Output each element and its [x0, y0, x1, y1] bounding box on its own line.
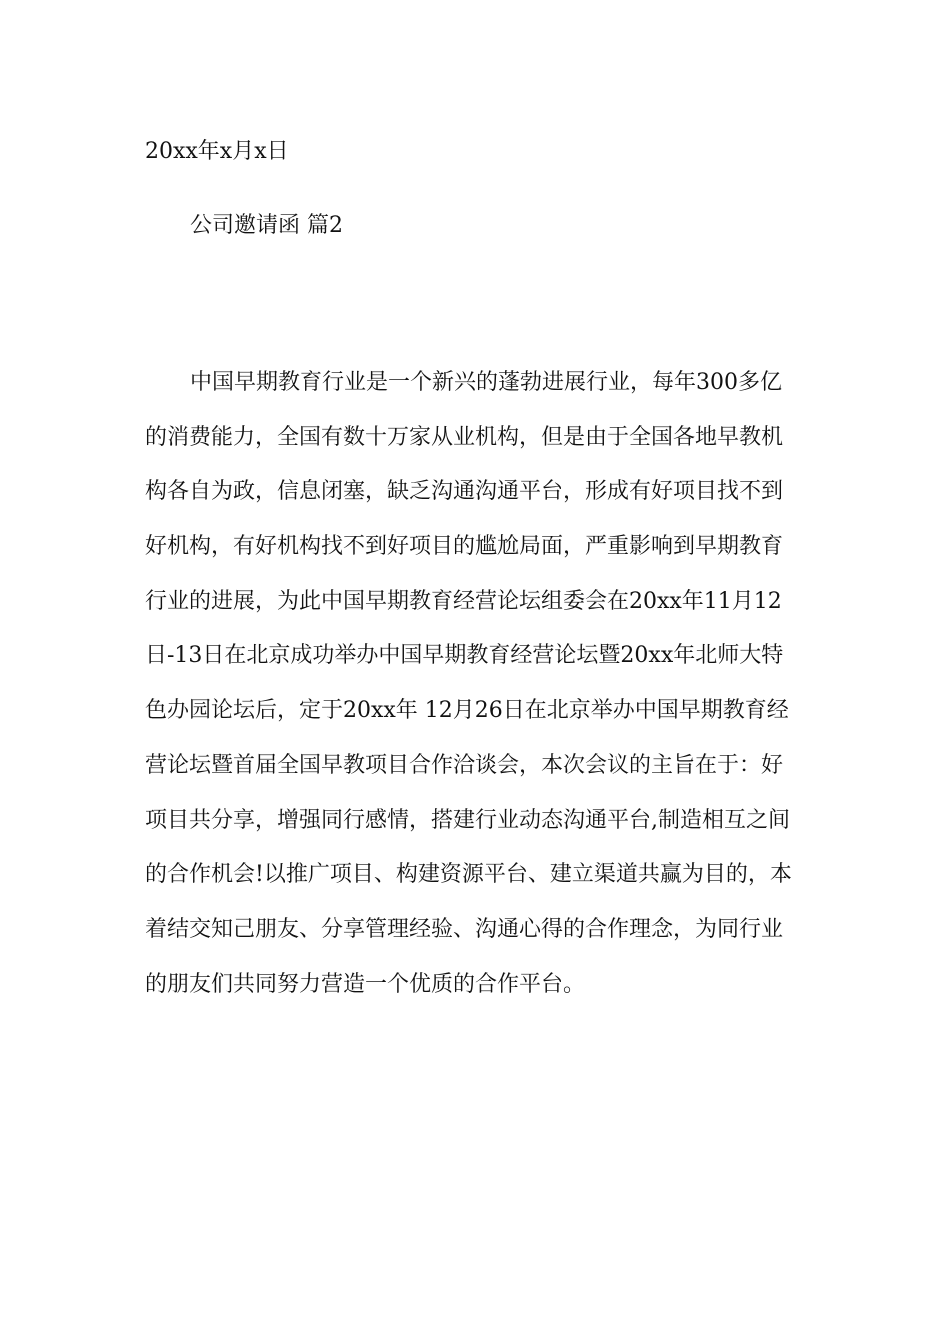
- paragraph-line: 的朋友们共同努力营造一个优质的合作平台。: [145, 971, 586, 997]
- section-heading: 公司邀请函 篇2: [190, 213, 343, 238]
- paragraph-line: 行业的进展，为此中国早期教育经营论坛组委会在20xx年11月12: [145, 588, 782, 614]
- paragraph-line: 着结交知己朋友、分享管理经验、沟通心得的合作理念，为同行业: [145, 916, 784, 942]
- paragraph-line: 日-13日在北京成功举办中国早期教育经营论坛暨20xx年北师大特: [145, 643, 784, 669]
- paragraph-line: 的消费能力，全国有数十万家从业机构，但是由于全国各地早教机: [145, 424, 784, 450]
- paragraph-line: 中国早期教育行业是一个新兴的蓬勃进展行业，每年300多亿: [190, 370, 782, 395]
- date-line: 20xx年x月x日: [145, 139, 289, 164]
- paragraph-line: 的合作机会!以推广项目、构建资源平台、建立渠道共赢为目的，本: [145, 862, 792, 888]
- paragraph-line: 构各自为政，信息闭塞，缺乏沟通沟通平台，形成有好项目找不到: [145, 479, 784, 505]
- body-paragraph: [145, 356, 805, 1012]
- paragraph-line: 色办园论坛后，定于20xx年 12月26日在北京举办中国早期教育经: [145, 698, 789, 724]
- paragraph-line: 项目共分享，增强同行感情，搭建行业动态沟通平台,制造相互之间: [145, 807, 790, 833]
- paragraph-line: 营论坛暨首届全国早教项目合作洽谈会，本次会议的主旨在于：好: [145, 752, 784, 778]
- paragraph-line: 好机构，有好机构找不到好项目的尴尬局面，严重影响到早期教育: [145, 534, 784, 560]
